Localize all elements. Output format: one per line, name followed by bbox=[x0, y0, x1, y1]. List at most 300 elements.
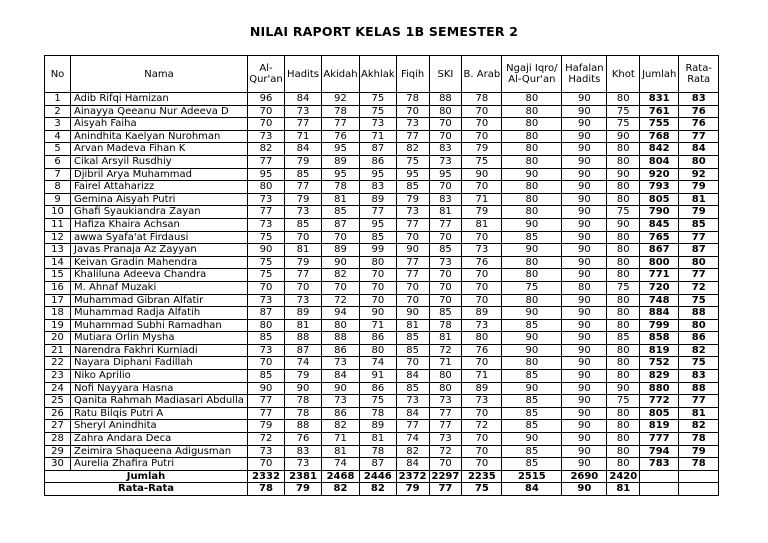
grade-cell: 70 bbox=[248, 118, 285, 131]
total-score: 768 bbox=[640, 130, 679, 143]
grade-cell: 71 bbox=[462, 370, 502, 383]
row-number: 21 bbox=[45, 344, 71, 357]
student-name: Narendra Fakhri Kurniadi bbox=[71, 344, 248, 357]
total-score: 819 bbox=[640, 420, 679, 433]
grade-cell: 90 bbox=[562, 269, 607, 282]
grade-cell: 70 bbox=[360, 281, 397, 294]
grade-cell: 80 bbox=[607, 307, 640, 320]
grade-cell: 87 bbox=[360, 458, 397, 471]
table-row bbox=[45, 307, 719, 320]
student-name: Arvan Madeva Fihan K bbox=[71, 143, 248, 156]
table-row bbox=[45, 181, 719, 194]
column-total: 2372 bbox=[396, 470, 429, 483]
grade-cell: 80 bbox=[607, 294, 640, 307]
grade-cell: 79 bbox=[285, 256, 322, 269]
total-score: 805 bbox=[640, 193, 679, 206]
total-score: 831 bbox=[640, 93, 679, 106]
row-number: 19 bbox=[45, 319, 71, 332]
student-name: Keivan Gradin Mahendra bbox=[71, 256, 248, 269]
grade-cell: 95 bbox=[322, 143, 360, 156]
averages-row bbox=[45, 483, 719, 496]
average-score: 86 bbox=[679, 332, 719, 345]
row-number: 16 bbox=[45, 281, 71, 294]
table-row bbox=[45, 269, 719, 282]
total-score: 772 bbox=[640, 395, 679, 408]
student-name: Ainayya Qeeanu Nur Adeeva D bbox=[71, 105, 248, 118]
grade-cell: 95 bbox=[248, 168, 285, 181]
total-score: 858 bbox=[640, 332, 679, 345]
student-name: Khaliluna Adeeva Chandra bbox=[71, 269, 248, 282]
grade-cell: 78 bbox=[285, 395, 322, 408]
grade-cell: 74 bbox=[322, 458, 360, 471]
grade-cell: 75 bbox=[607, 118, 640, 131]
grade-cell: 95 bbox=[360, 168, 397, 181]
total-score: 783 bbox=[640, 458, 679, 471]
grade-cell: 80 bbox=[607, 357, 640, 370]
grade-cell: 89 bbox=[322, 244, 360, 257]
student-name: Muhammad Gibran Alfatir bbox=[71, 294, 248, 307]
grade-cell: 94 bbox=[322, 307, 360, 320]
grade-cell: 71 bbox=[285, 130, 322, 143]
grade-cell: 80 bbox=[607, 256, 640, 269]
grade-cell: 73 bbox=[396, 206, 429, 219]
grade-cell: 80 bbox=[502, 93, 562, 106]
grade-cell: 77 bbox=[285, 269, 322, 282]
grade-cell: 89 bbox=[285, 307, 322, 320]
grade-cell: 80 bbox=[607, 445, 640, 458]
grade-cell: 99 bbox=[360, 244, 397, 257]
grade-cell: 90 bbox=[322, 382, 360, 395]
grade-cell: 70 bbox=[429, 269, 462, 282]
column-header: Rata-Rata bbox=[679, 56, 719, 93]
grade-cell: 70 bbox=[462, 231, 502, 244]
grade-cell: 80 bbox=[360, 344, 397, 357]
grade-cell: 73 bbox=[360, 118, 397, 131]
table-footer bbox=[45, 470, 719, 495]
grade-cell: 70 bbox=[429, 458, 462, 471]
grade-cell: 71 bbox=[360, 130, 397, 143]
row-number: 30 bbox=[45, 458, 71, 471]
total-score: 829 bbox=[640, 370, 679, 383]
grade-cell: 80 bbox=[607, 193, 640, 206]
student-name: Muhammad Radja Alfatih bbox=[71, 307, 248, 320]
grade-cell: 80 bbox=[502, 193, 562, 206]
row-number: 10 bbox=[45, 206, 71, 219]
grade-cell: 90 bbox=[562, 193, 607, 206]
grade-cell: 90 bbox=[502, 344, 562, 357]
total-score: 842 bbox=[640, 143, 679, 156]
row-number: 26 bbox=[45, 407, 71, 420]
total-score: 880 bbox=[640, 382, 679, 395]
grade-cell: 90 bbox=[562, 445, 607, 458]
grade-cell: 80 bbox=[607, 407, 640, 420]
table-row bbox=[45, 395, 719, 408]
grade-cell: 90 bbox=[502, 218, 562, 231]
student-name: M. Ahnaf Muzaki bbox=[71, 281, 248, 294]
grade-cell: 84 bbox=[396, 370, 429, 383]
grade-cell: 90 bbox=[502, 244, 562, 257]
grade-cell: 77 bbox=[429, 420, 462, 433]
total-score: 771 bbox=[640, 269, 679, 282]
table-row bbox=[45, 206, 719, 219]
grade-cell: 87 bbox=[248, 307, 285, 320]
grade-cell: 70 bbox=[462, 294, 502, 307]
grade-cell: 78 bbox=[396, 93, 429, 106]
column-header: No bbox=[45, 56, 71, 93]
grades-table bbox=[44, 55, 719, 496]
grade-cell: 90 bbox=[562, 370, 607, 383]
grade-cell: 71 bbox=[462, 193, 502, 206]
table-row bbox=[45, 244, 719, 257]
table-row bbox=[45, 319, 719, 332]
totals-label: Jumlah bbox=[45, 470, 248, 483]
grade-cell: 80 bbox=[429, 382, 462, 395]
average-score: 82 bbox=[679, 420, 719, 433]
table-row bbox=[45, 155, 719, 168]
student-name: Cikal Arsyil Rusdhiy bbox=[71, 155, 248, 168]
student-name: Zeimira Shaqueena Adigusman bbox=[71, 445, 248, 458]
table-header bbox=[45, 56, 719, 93]
grade-cell: 75 bbox=[248, 269, 285, 282]
student-name: Nayara Diphani Fadillah bbox=[71, 357, 248, 370]
grade-cell: 70 bbox=[248, 105, 285, 118]
grade-cell: 83 bbox=[429, 193, 462, 206]
table-row bbox=[45, 231, 719, 244]
grade-cell: 70 bbox=[429, 231, 462, 244]
grade-cell: 70 bbox=[429, 281, 462, 294]
row-number: 7 bbox=[45, 168, 71, 181]
grade-cell: 70 bbox=[396, 105, 429, 118]
grade-cell: 82 bbox=[396, 143, 429, 156]
averages-label: Rata-Rata bbox=[45, 483, 248, 496]
row-number: 6 bbox=[45, 155, 71, 168]
grade-cell: 90 bbox=[248, 382, 285, 395]
grade-cell: 72 bbox=[322, 294, 360, 307]
grade-cell: 80 bbox=[502, 181, 562, 194]
grade-cell: 75 bbox=[607, 395, 640, 408]
grade-cell: 73 bbox=[248, 130, 285, 143]
student-name: awwa Syafa'at Firdausi bbox=[71, 231, 248, 244]
average-score: 83 bbox=[679, 370, 719, 383]
grade-cell: 79 bbox=[462, 143, 502, 156]
row-number: 9 bbox=[45, 193, 71, 206]
column-header: Hafalan Hadits bbox=[562, 56, 607, 93]
grade-cell: 70 bbox=[285, 281, 322, 294]
column-header: Fiqih bbox=[396, 56, 429, 93]
average-score: 77 bbox=[679, 395, 719, 408]
student-name: Aisyah Faiha bbox=[71, 118, 248, 131]
row-number: 15 bbox=[45, 269, 71, 282]
row-number: 17 bbox=[45, 294, 71, 307]
student-name: Qanita Rahmah Madiasari Abdulla bbox=[71, 395, 248, 408]
grade-cell: 81 bbox=[429, 206, 462, 219]
average-score: 80 bbox=[679, 155, 719, 168]
grade-cell: 75 bbox=[396, 155, 429, 168]
header-row bbox=[45, 56, 719, 93]
row-number: 1 bbox=[45, 93, 71, 106]
grade-cell: 82 bbox=[322, 269, 360, 282]
average-score: 83 bbox=[679, 93, 719, 106]
grade-cell: 73 bbox=[429, 395, 462, 408]
grade-cell: 86 bbox=[360, 332, 397, 345]
grade-cell: 76 bbox=[462, 256, 502, 269]
row-number: 8 bbox=[45, 181, 71, 194]
grade-cell: 77 bbox=[248, 155, 285, 168]
grade-cell: 90 bbox=[562, 319, 607, 332]
grade-cell: 96 bbox=[248, 93, 285, 106]
grade-cell: 80 bbox=[607, 420, 640, 433]
grade-cell: 90 bbox=[502, 307, 562, 320]
grade-cell: 72 bbox=[429, 445, 462, 458]
grade-cell: 77 bbox=[396, 130, 429, 143]
grade-cell: 78 bbox=[322, 105, 360, 118]
average-score: 79 bbox=[679, 445, 719, 458]
grade-cell: 90 bbox=[562, 307, 607, 320]
grade-cell: 80 bbox=[502, 143, 562, 156]
grade-cell: 90 bbox=[562, 344, 607, 357]
table-row bbox=[45, 105, 719, 118]
grade-cell: 80 bbox=[562, 281, 607, 294]
grade-cell: 73 bbox=[462, 244, 502, 257]
grade-cell: 70 bbox=[360, 294, 397, 307]
grade-cell: 78 bbox=[462, 93, 502, 106]
grade-cell: 90 bbox=[562, 181, 607, 194]
grade-cell: 75 bbox=[248, 256, 285, 269]
grade-cell: 78 bbox=[360, 445, 397, 458]
grade-cell: 73 bbox=[462, 395, 502, 408]
grade-cell: 70 bbox=[462, 118, 502, 131]
column-total: 2297 bbox=[429, 470, 462, 483]
grade-cell: 90 bbox=[562, 357, 607, 370]
grade-cell: 88 bbox=[285, 332, 322, 345]
grade-cell: 77 bbox=[248, 206, 285, 219]
average-score: 79 bbox=[679, 206, 719, 219]
grade-cell: 73 bbox=[285, 206, 322, 219]
student-name: Javas Pranaja Az Zayyan bbox=[71, 244, 248, 257]
average-score: 88 bbox=[679, 307, 719, 320]
total-score: 790 bbox=[640, 206, 679, 219]
grade-cell: 90 bbox=[607, 168, 640, 181]
report-title: NILAI RAPORT KELAS 1B SEMESTER 2 bbox=[249, 24, 519, 39]
grade-cell: 81 bbox=[462, 218, 502, 231]
grade-cell: 77 bbox=[248, 395, 285, 408]
grade-cell: 80 bbox=[429, 105, 462, 118]
total-score: 804 bbox=[640, 155, 679, 168]
grade-cell: 70 bbox=[429, 118, 462, 131]
grade-cell: 71 bbox=[322, 433, 360, 446]
column-total: 2235 bbox=[462, 470, 502, 483]
grade-cell: 85 bbox=[502, 407, 562, 420]
grade-cell: 90 bbox=[502, 433, 562, 446]
grade-cell: 73 bbox=[248, 218, 285, 231]
grade-cell: 92 bbox=[322, 93, 360, 106]
grade-cell: 80 bbox=[607, 319, 640, 332]
grade-cell: 77 bbox=[360, 206, 397, 219]
grade-cell: 76 bbox=[285, 433, 322, 446]
student-name: Nofi Nayyara Hasna bbox=[71, 382, 248, 395]
column-average: 79 bbox=[285, 483, 322, 496]
grade-cell: 87 bbox=[322, 218, 360, 231]
total-score: 748 bbox=[640, 294, 679, 307]
grade-cell: 73 bbox=[248, 294, 285, 307]
grade-cell: 74 bbox=[285, 357, 322, 370]
grade-cell: 77 bbox=[396, 256, 429, 269]
student-name: Adib Rifqi Hamizan bbox=[71, 93, 248, 106]
grade-cell: 81 bbox=[285, 244, 322, 257]
column-total: 2515 bbox=[502, 470, 562, 483]
grade-cell: 70 bbox=[462, 269, 502, 282]
grade-cell: 80 bbox=[502, 155, 562, 168]
grade-cell: 76 bbox=[462, 344, 502, 357]
student-name: Aurelia Zhafira Putri bbox=[71, 458, 248, 471]
row-number: 13 bbox=[45, 244, 71, 257]
grade-cell: 90 bbox=[562, 105, 607, 118]
average-score: 77 bbox=[679, 231, 719, 244]
empty-cell bbox=[640, 483, 679, 496]
grade-cell: 80 bbox=[502, 118, 562, 131]
grade-cell: 95 bbox=[396, 168, 429, 181]
grade-cell: 81 bbox=[360, 433, 397, 446]
grade-cell: 90 bbox=[562, 256, 607, 269]
grade-cell: 95 bbox=[360, 218, 397, 231]
grade-cell: 84 bbox=[396, 458, 429, 471]
grade-cell: 90 bbox=[562, 458, 607, 471]
grade-cell: 79 bbox=[462, 206, 502, 219]
grade-cell: 90 bbox=[562, 130, 607, 143]
total-score: 867 bbox=[640, 244, 679, 257]
grade-cell: 90 bbox=[562, 93, 607, 106]
grade-cell: 80 bbox=[607, 155, 640, 168]
student-name: Zahra Andara Deca bbox=[71, 433, 248, 446]
grade-cell: 86 bbox=[360, 155, 397, 168]
total-score: 752 bbox=[640, 357, 679, 370]
column-header: Akidah bbox=[322, 56, 360, 93]
grade-cell: 90 bbox=[607, 218, 640, 231]
grade-cell: 89 bbox=[360, 193, 397, 206]
average-score: 75 bbox=[679, 357, 719, 370]
grade-cell: 87 bbox=[285, 344, 322, 357]
row-number: 23 bbox=[45, 370, 71, 383]
grade-cell: 81 bbox=[322, 193, 360, 206]
grade-cell: 80 bbox=[607, 143, 640, 156]
grade-cell: 85 bbox=[396, 344, 429, 357]
grade-cell: 80 bbox=[502, 256, 562, 269]
grade-cell: 73 bbox=[285, 294, 322, 307]
table-row bbox=[45, 433, 719, 446]
grade-cell: 80 bbox=[502, 294, 562, 307]
grade-cell: 73 bbox=[462, 319, 502, 332]
grade-cell: 70 bbox=[322, 281, 360, 294]
grade-cell: 70 bbox=[396, 231, 429, 244]
table-row bbox=[45, 357, 719, 370]
grade-cell: 80 bbox=[248, 181, 285, 194]
average-score: 88 bbox=[679, 382, 719, 395]
grade-cell: 90 bbox=[502, 332, 562, 345]
row-number: 20 bbox=[45, 332, 71, 345]
column-average: 84 bbox=[502, 483, 562, 496]
row-number: 28 bbox=[45, 433, 71, 446]
column-average: 77 bbox=[429, 483, 462, 496]
grade-cell: 80 bbox=[607, 269, 640, 282]
column-average: 81 bbox=[607, 483, 640, 496]
grade-cell: 72 bbox=[248, 433, 285, 446]
column-header: Al-Qur'an bbox=[248, 56, 285, 93]
table-row bbox=[45, 218, 719, 231]
average-score: 82 bbox=[679, 344, 719, 357]
grade-cell: 90 bbox=[562, 143, 607, 156]
column-header: Nama bbox=[71, 56, 248, 93]
grade-cell: 78 bbox=[360, 407, 397, 420]
column-total: 2420 bbox=[607, 470, 640, 483]
grade-cell: 80 bbox=[248, 319, 285, 332]
total-score: 720 bbox=[640, 281, 679, 294]
grade-cell: 90 bbox=[248, 244, 285, 257]
grade-cell: 70 bbox=[396, 357, 429, 370]
grade-cell: 70 bbox=[462, 181, 502, 194]
grade-cell: 70 bbox=[462, 445, 502, 458]
table-row bbox=[45, 118, 719, 131]
grade-cell: 76 bbox=[322, 130, 360, 143]
table-row bbox=[45, 445, 719, 458]
grade-cell: 90 bbox=[562, 407, 607, 420]
student-name: Sheryl Anindhita bbox=[71, 420, 248, 433]
table-row bbox=[45, 130, 719, 143]
total-score: 805 bbox=[640, 407, 679, 420]
grade-cell: 70 bbox=[462, 458, 502, 471]
grade-cell: 88 bbox=[285, 420, 322, 433]
grade-cell: 70 bbox=[396, 294, 429, 307]
column-average: 75 bbox=[462, 483, 502, 496]
grade-cell: 84 bbox=[322, 370, 360, 383]
grade-cell: 75 bbox=[360, 395, 397, 408]
grade-cell: 85 bbox=[396, 332, 429, 345]
grade-cell: 70 bbox=[462, 105, 502, 118]
table-row bbox=[45, 193, 719, 206]
grade-cell: 73 bbox=[322, 357, 360, 370]
table-row bbox=[45, 382, 719, 395]
grade-cell: 70 bbox=[462, 357, 502, 370]
average-score: 84 bbox=[679, 143, 719, 156]
grade-cell: 90 bbox=[562, 395, 607, 408]
row-number: 29 bbox=[45, 445, 71, 458]
grade-cell: 80 bbox=[322, 319, 360, 332]
average-score: 79 bbox=[679, 181, 719, 194]
grade-cell: 89 bbox=[462, 382, 502, 395]
grade-cell: 75 bbox=[607, 281, 640, 294]
grade-cell: 77 bbox=[396, 218, 429, 231]
grade-cell: 73 bbox=[248, 445, 285, 458]
row-number: 3 bbox=[45, 118, 71, 131]
grade-cell: 90 bbox=[607, 382, 640, 395]
column-total: 2446 bbox=[360, 470, 397, 483]
grade-cell: 77 bbox=[396, 269, 429, 282]
column-header: Jumlah bbox=[640, 56, 679, 93]
grade-cell: 77 bbox=[285, 118, 322, 131]
grade-cell: 80 bbox=[607, 93, 640, 106]
column-header: Khot bbox=[607, 56, 640, 93]
empty-cell bbox=[679, 483, 719, 496]
grade-cell: 85 bbox=[607, 332, 640, 345]
grade-cell: 72 bbox=[462, 420, 502, 433]
grade-cell: 74 bbox=[360, 357, 397, 370]
grade-cell: 81 bbox=[429, 332, 462, 345]
column-average: 78 bbox=[248, 483, 285, 496]
grade-cell: 83 bbox=[285, 445, 322, 458]
table-row bbox=[45, 407, 719, 420]
grade-cell: 71 bbox=[360, 319, 397, 332]
total-score: 845 bbox=[640, 218, 679, 231]
average-score: 85 bbox=[679, 218, 719, 231]
